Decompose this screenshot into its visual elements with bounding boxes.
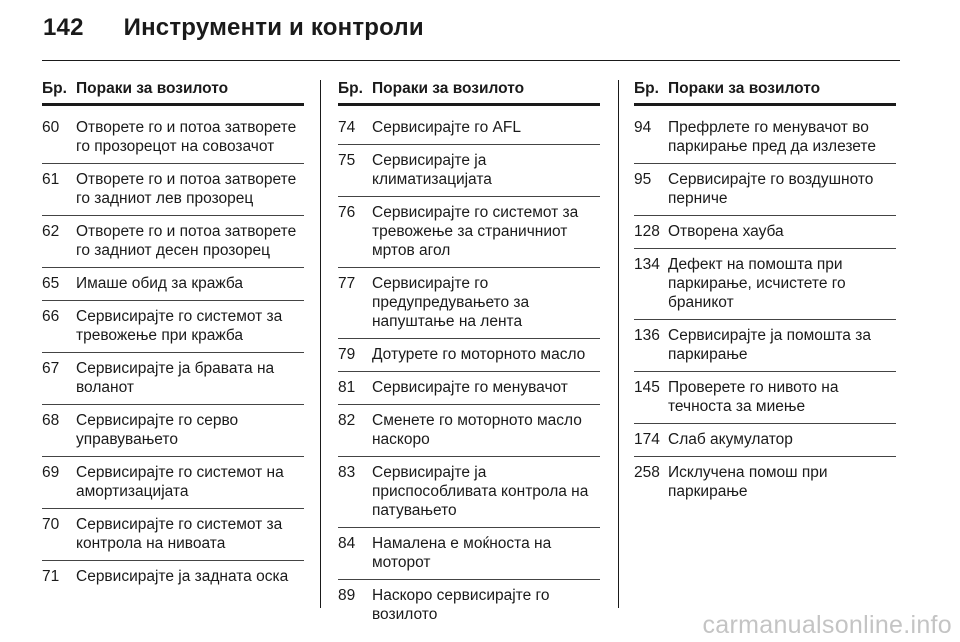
table-row xyxy=(634,164,896,216)
message-number: 174 xyxy=(634,431,660,448)
table-row xyxy=(634,457,896,508)
table-row xyxy=(42,405,304,457)
table-row xyxy=(42,561,304,593)
message-number: 75 xyxy=(338,152,356,169)
header-number-label: Бр. xyxy=(42,80,67,97)
table-row xyxy=(338,528,600,580)
message-number: 61 xyxy=(42,171,60,188)
table-row xyxy=(338,339,600,372)
message-number: 60 xyxy=(42,119,60,136)
message-number: 145 xyxy=(634,379,660,396)
message-text: Сервисирајте ја задната оска xyxy=(76,568,289,585)
message-text: Сервисирајте ја приспособливата контрола на патувањето xyxy=(372,464,589,519)
message-text: Исклучена помош при паркирање xyxy=(668,464,828,500)
message-text: Дефект на помошта при паркирање, исчистете го браникот xyxy=(668,256,846,311)
message-number: 83 xyxy=(338,464,356,481)
column-divider-2 xyxy=(618,80,619,608)
table-header xyxy=(634,80,896,106)
message-text: Сервисирајте го системот за тревожење за страничниот мртов агол xyxy=(372,204,579,259)
message-number: 79 xyxy=(338,346,356,363)
header-rule xyxy=(42,60,900,61)
message-text: Отворете го и потоа затворете го задниот десен прозорец xyxy=(76,223,297,259)
page-number: 142 xyxy=(43,14,84,41)
message-table-column-3 xyxy=(634,80,896,508)
message-number: 84 xyxy=(338,535,356,552)
column-divider-1 xyxy=(320,80,321,608)
message-text: Сервисирајте го предупредувањето за напуштање на лента xyxy=(372,275,530,330)
table-row xyxy=(338,372,600,405)
table-row xyxy=(634,424,896,457)
message-number: 67 xyxy=(42,360,60,377)
table-row xyxy=(42,216,304,268)
message-number: 66 xyxy=(42,308,60,325)
message-number: 69 xyxy=(42,464,60,481)
table-row xyxy=(634,216,896,249)
message-number: 71 xyxy=(42,568,60,585)
message-text: Сервисирајте го AFL xyxy=(372,119,521,136)
table-row xyxy=(634,372,896,424)
message-number: 95 xyxy=(634,171,652,188)
message-text: Намалена е моќноста на моторот xyxy=(372,535,552,571)
message-text: Сервисирајте го системот за контрола на нивоата xyxy=(76,516,283,552)
header-message-label: Пораки за возилото xyxy=(76,80,229,97)
table-row xyxy=(338,268,600,339)
table-row xyxy=(338,197,600,268)
message-text: Сервисирајте ја бравата на воланот xyxy=(76,360,275,396)
message-text: Сервисирајте го серво управувањето xyxy=(76,412,239,448)
table-row xyxy=(338,580,600,631)
message-number: 258 xyxy=(634,464,660,481)
message-text: Сервисирајте ја климатизацијата xyxy=(372,152,492,188)
table-row xyxy=(634,320,896,372)
message-text: Отворете го и потоа затворете го прозорецот на совозачот xyxy=(76,119,297,155)
header-message-label: Пораки за возилото xyxy=(668,80,821,97)
message-number: 65 xyxy=(42,275,60,292)
message-number: 77 xyxy=(338,275,356,292)
message-text: Префрлете го менувачот во паркирање пред да излезете xyxy=(668,119,876,155)
table-row xyxy=(42,164,304,216)
header-number-label: Бр. xyxy=(338,80,363,97)
message-number: 128 xyxy=(634,223,660,240)
table-row xyxy=(634,112,896,164)
table-row xyxy=(634,249,896,320)
table-row xyxy=(42,301,304,353)
watermark: carmanualsonline.info xyxy=(702,611,952,639)
message-text: Сменете го моторното масло наскоро xyxy=(372,412,582,448)
message-table-column-2 xyxy=(338,80,600,631)
table-row xyxy=(42,509,304,561)
message-text: Наскоро сервисирајте го возилото xyxy=(372,587,550,623)
message-number: 74 xyxy=(338,119,356,136)
header-number-label: Бр. xyxy=(634,80,659,97)
table-row xyxy=(338,405,600,457)
message-text: Отворете го и потоа затворете го задниот лев прозорец xyxy=(76,171,297,207)
message-number: 136 xyxy=(634,327,660,344)
message-number: 76 xyxy=(338,204,356,221)
table-row xyxy=(42,457,304,509)
table-row xyxy=(338,145,600,197)
message-text: Сервисирајте го воздушното перниче xyxy=(668,171,874,207)
page-header xyxy=(43,14,424,42)
message-text: Отворена хауба xyxy=(668,223,784,240)
message-number: 82 xyxy=(338,412,356,429)
message-text: Сервисирајте ја помошта за паркирање xyxy=(668,327,871,363)
table-row xyxy=(338,457,600,528)
message-text: Сервисирајте го менувачот xyxy=(372,379,568,396)
table-header xyxy=(42,80,304,106)
table-row xyxy=(42,353,304,405)
message-table-column-1 xyxy=(42,80,304,593)
message-text: Имаше обид за кражба xyxy=(76,275,244,292)
message-number: 94 xyxy=(634,119,652,136)
message-number: 62 xyxy=(42,223,60,240)
message-number: 89 xyxy=(338,587,356,604)
table-header xyxy=(338,80,600,106)
table-row xyxy=(338,112,600,145)
header-message-label: Пораки за возилото xyxy=(372,80,525,97)
page-title: Инструменти и контроли xyxy=(123,14,424,41)
table-row xyxy=(42,112,304,164)
message-number: 134 xyxy=(634,256,660,273)
message-text: Сервисирајте го системот за тревожење при кражба xyxy=(76,308,283,344)
message-number: 70 xyxy=(42,516,60,533)
message-number: 81 xyxy=(338,379,356,396)
table-row xyxy=(42,268,304,301)
message-number: 68 xyxy=(42,412,60,429)
message-text: Слаб акумулатор xyxy=(668,431,793,448)
message-text: Дотурете го моторното масло xyxy=(372,346,586,363)
message-text: Проверете го нивото на течноста за миење xyxy=(668,379,839,415)
message-text: Сервисирајте го системот на амортизацијата xyxy=(76,464,284,500)
